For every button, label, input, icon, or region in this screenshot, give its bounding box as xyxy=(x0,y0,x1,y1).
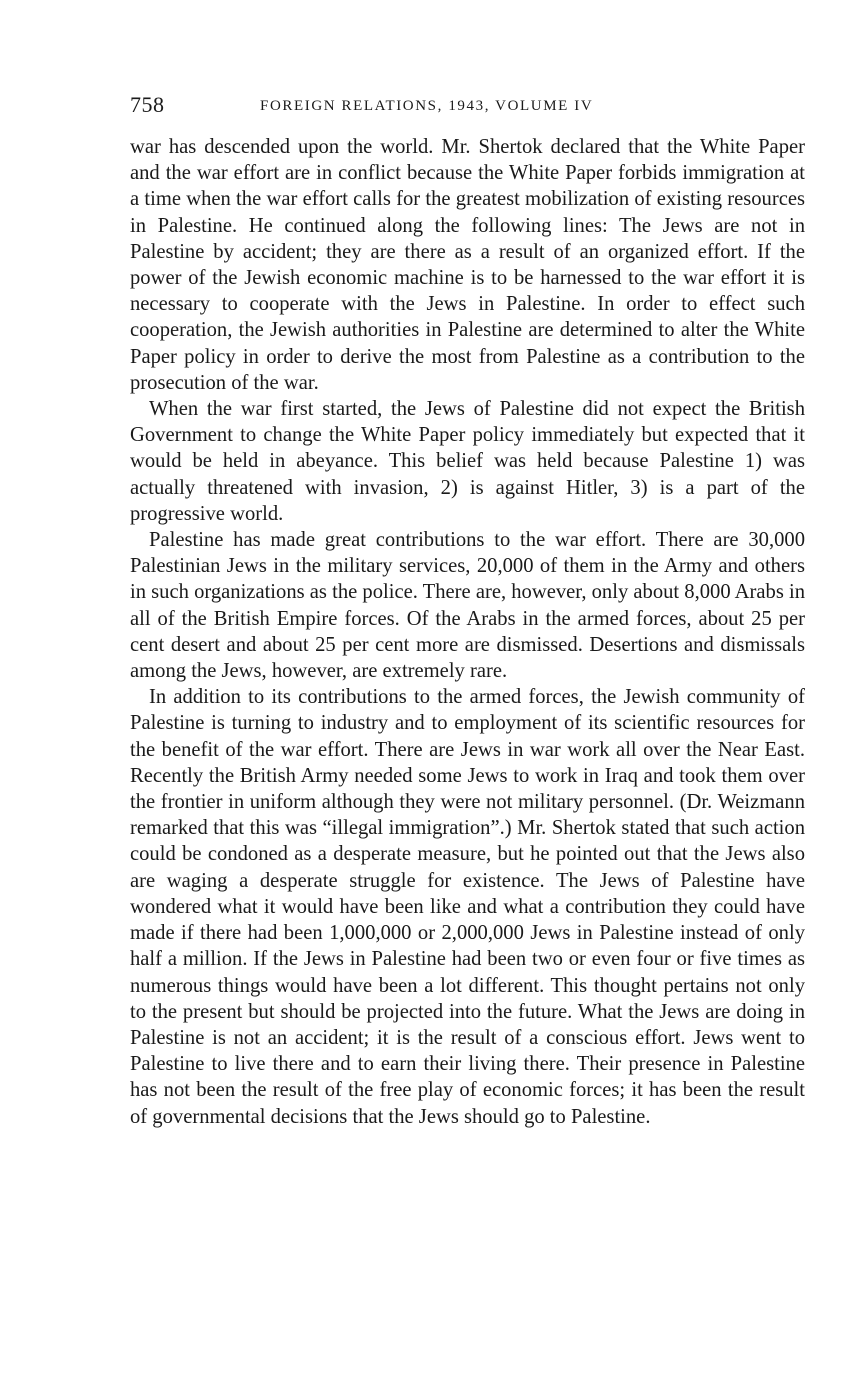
page-number: 758 xyxy=(130,92,165,117)
page-header xyxy=(130,92,805,124)
running-head: FOREIGN RELATIONS, 1943, VOLUME IV xyxy=(260,98,594,114)
paragraph: When the war first started, the Jews of Palestine did not expect the British Government to change the White Paper policy immediately but expected that it would be held in abeyance. This belief was held because Palestine 1) was actually threatened with invasion, 2) is against Hitler, 3) is a part of the progressive world. xyxy=(130,398,805,525)
document-page xyxy=(130,92,805,1130)
paragraph-continued: war has descended upon the world. Mr. Shertok declared that the White Paper and the war effort are in conflict because the White Paper forbids immigration at a time when the war effort calls for the greatest mobilization of existing resources in Palestine. He continued along the following lines: The Jews are not in Palestine by accident; they are there as a result of an organized effort. If the power of the Jewish economic machine is to be harnessed to the war effort it is necessary to cooperate with the Jews in Palestine. In order to effect such cooperation, the Jewish authorities in Palestine are determined to alter the White Paper policy in order to derive the most from Palestine as a contribution to the prosecution of the war. xyxy=(130,136,805,394)
body-text xyxy=(130,134,805,1130)
paragraph: Palestine has made great contributions to the war effort. There are 30,000 Palestinian Jews in the military services, 20,000 of them in the Army and others in such organizations as the police. There are, however, only about 8,000 Arabs in all of the British Empire forces. Of the Arabs in the armed forces, about 25 per cent desert and about 25 per cent more are dismissed. Desertions and dismissals among the Jews, however, are extremely rare. xyxy=(130,529,805,683)
paragraph: In addition to its contributions to the armed forces, the Jewish community of Palestine is turning to industry and to employment of its scientific resources for the benefit of the war effort. There are Jews in war work all over the Near East. Recently the British Army needed some Jews to work in Iraq and took them over the frontier in uniform although they were not military personnel. (Dr. Weizmann remarked that this was “illegal immigration”.) Mr. Shertok stated that such action could be condoned as a desperate measure, but he pointed out that the Jews also are waging a desperate struggle for existence. The Jews of Palestine have wondered what it would have been like and what a contribution they could have made if there had been 1,000,000 or 2,000,000 Jews in Palestine instead of only half a million. If the Jews in Palestine had been two or even four or five times as numerous things would have been a lot different. This thought pertains not only to the present but should be projected into the future. What the Jews are doing in Palestine is not an accident; it is the result of a conscious effort. Jews went to Palestine to live there and to earn their living there. Their presence in Palestine has not been the result of the free play of economic forces; it has been the result of governmental decisions that the Jews should go to Palestine. xyxy=(130,686,805,1128)
